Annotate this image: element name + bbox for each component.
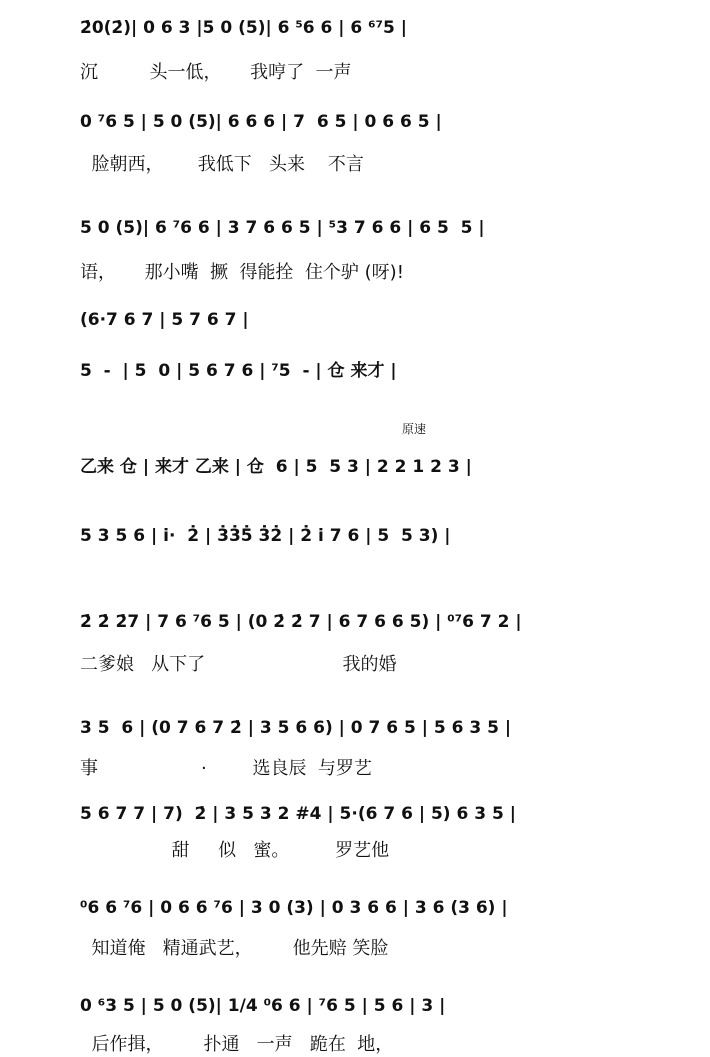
lyric-line: 语， 那小嘴 撅 得能拴 住个驴 (呀)! <box>80 262 404 283</box>
notation-line: 5 0 (5)| 6 ⁷6 6 | 3 7 6 6 5 | ⁵3 7 6 6 | 6 5 5 | <box>80 218 485 238</box>
lyric-line: 甜 似 蜜。 罗艺他 <box>80 840 390 861</box>
lyric-line: 事 · 选良辰 与罗艺 <box>80 758 372 779</box>
lyric-line: 沉 头一低， 我哼了 一声 <box>80 62 352 83</box>
notation-line: 0 ⁷6 5 | 5 0 (5)| 6 6 6 | 7 6 5 | 0 6 6 5 | <box>80 112 442 132</box>
lyric-line: 二爹娘 从下了 我的婚 <box>80 654 397 675</box>
notation-line: 2̇ 2̇ 2̇7 | 7 6 ⁷6 5 | (0 2̇ 2̇ 7 | 6 7 6 6 5) | ⁰⁷6 7 2 | <box>80 612 522 632</box>
notation-line: 乙来 仓 | 来才 乙来 | 仓 6 | 5 5 3 | 2 2 1 2 3 | <box>80 457 472 477</box>
notation-line: 2̇0(2̇)| 0 6 3 |5 0 (5)| 6 ⁵6 6 | 6 ⁶⁷5 | <box>80 18 408 38</box>
notation-line: 5 6 7 7 | 7) 2̇ | 3 5 3 2 #4 | 5·(6 7 6 | 5) 6 3 5 | <box>80 804 516 824</box>
notation-line: 0 ⁶3 5 | 5 0 (5)| 1/4 ⁰6 6 | ⁷6 5 | 5 6 | 3 | <box>80 996 446 1016</box>
notation-line: 5 3 5 6 | i· 2̇ | 3̇3̇5̇ 3̇2̇ | 2̇ i 7 6 | 5 5 3) | <box>80 526 451 546</box>
notation-line: (6·7 6 7 | 5 7 6 7 | <box>80 310 249 330</box>
notation-line: 5 - | 5 0 | 5 6 7 6 | ⁷5 - | 仓 来才 | <box>80 361 397 381</box>
notation-line: 3 5 6 | (0 7 6 7 2̇ | 3 5 6 6) | 0 7 6 5 | 5 6 3 5 | <box>80 718 512 738</box>
lyric-line: 后作揖， 扑通 一声 跪在 地， <box>80 1034 394 1055</box>
notation-line: ⁰6 6 ⁷6 | 0 6 6 ⁷6 | 3 0 (3) | 0 3 6 6 | 3 6 (3 6) | <box>80 898 508 918</box>
lyric-line: 脸朝西， 我低下 头来 不言 <box>80 154 364 175</box>
lyric-line: 知道俺 精通武艺， 他先赔 笑脸 <box>80 938 389 959</box>
tempo-mark: 原速 <box>402 422 427 436</box>
